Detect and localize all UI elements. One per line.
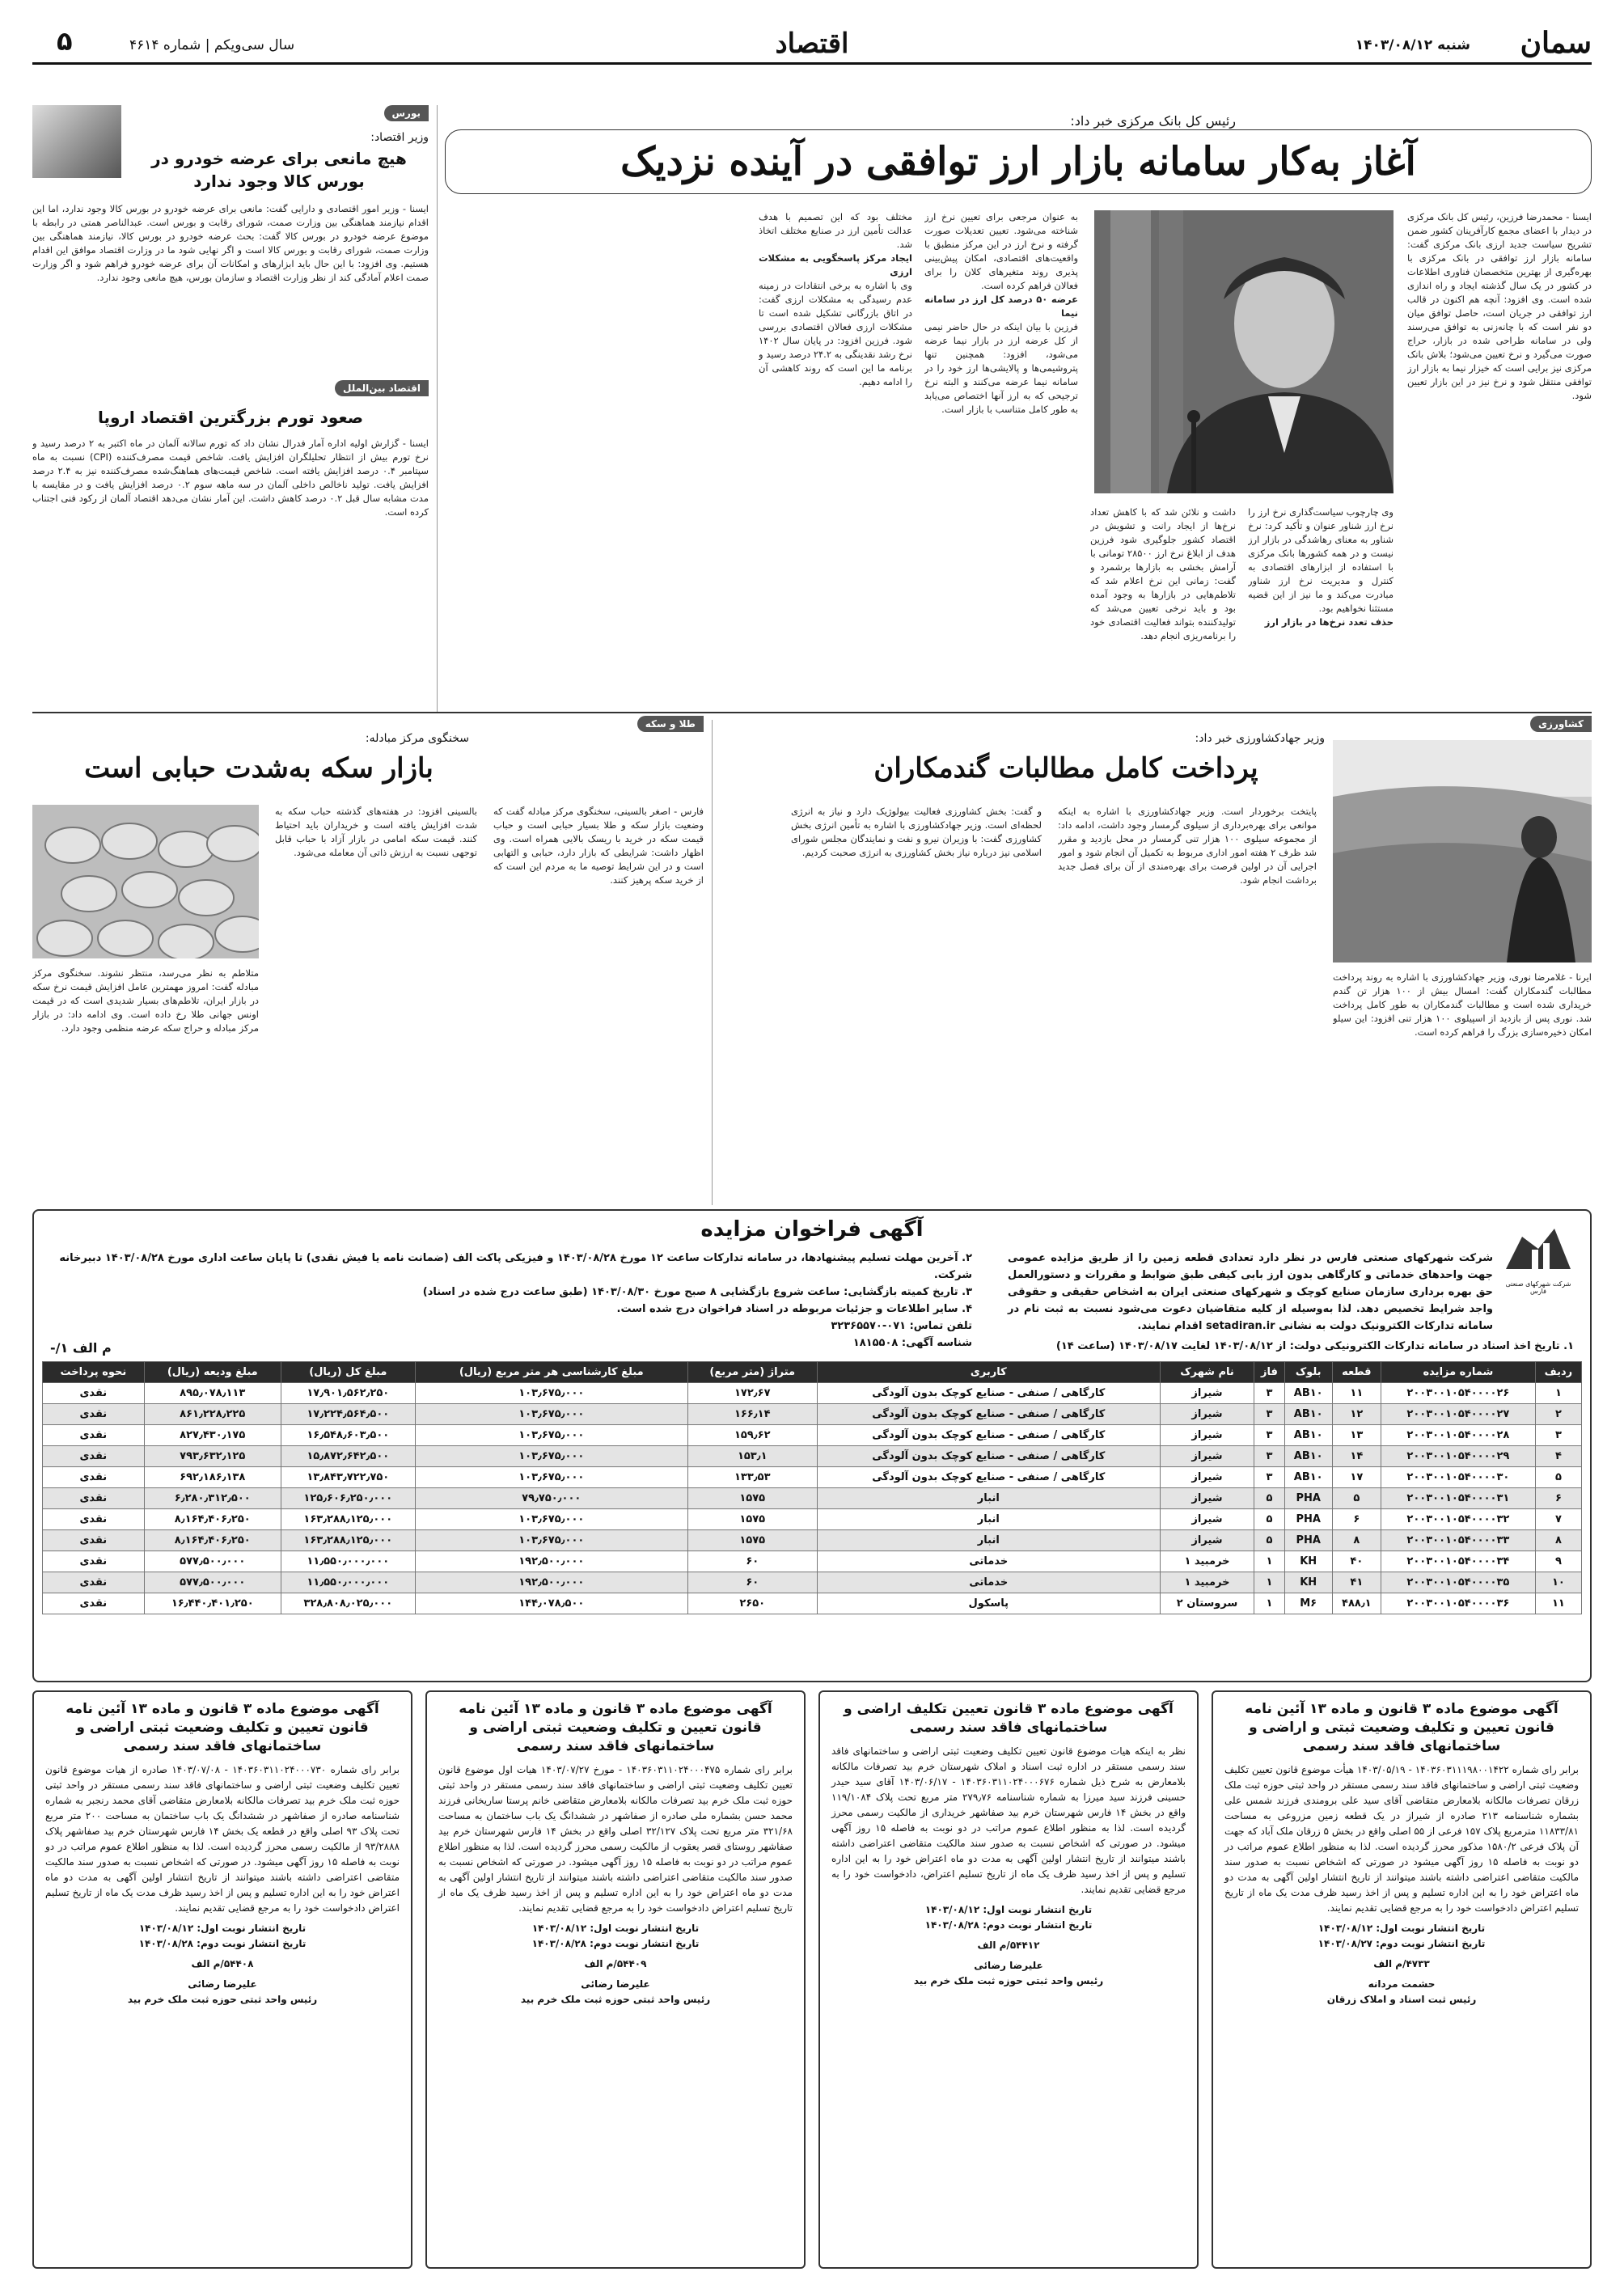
coins-photo xyxy=(32,805,259,958)
auction-cell: ۵ xyxy=(1332,1488,1381,1509)
page-number: ۵ xyxy=(57,26,73,57)
notice-body: برابر رای شماره ۱۴۰۳۶۰۳۱۱۰۲۴۰۰۰۴۷۵ - مورخ ۱۴۰۳/۰۷/۲۷ هیات اول موضوع قانون تعیین تکلیف وضعیت ثبتی اراضی و ساختمانهای فاقد سند رسمی مستقر در واحد ثبتی حوزه ثبت ملک خرم بید تصرفات مالکانه بلامعارض متقاضی خانم پرستا ساریخانی فرزند محمد حسن بشماره ملی صادره از صفاشهر در ششدانگ یک باب ساختمان به مساحت ۳۲۱/۶۸ متر مربع تحت پلاک ۳۲/۱۲۷ اصلی واقع در بخش ۱۴ فارس شهرستان خرم بید صفاشهر روستای قصر یعقوب از مالکیت رسمی محرز گردیده است. لذا به منظور اطلاع عموم مراتب در دو نوبت به فاصله ۱۵ روز آگهی میشود. در صورتی که اشخاص نسبت به صدور سند مالکیت متقاضی اعتراضی داشته باشند میتوانند از تاریخ انتشار اولین آگهی به مدت دو ماه اعتراض خود را به این اداره تسلیم و پس از اخذ رسید ظرف یک ماه از تاریخ تسلیم اعتراض دادخواست خود را به مرجع قضایی تقدیم نمایند. xyxy=(438,1764,793,1914)
legal-notice xyxy=(425,1690,806,2269)
auction-row xyxy=(43,1551,1582,1572)
auction-table-wrap xyxy=(42,1361,1582,1614)
auction-cell: ۲۰۰۳۰۰۱۰۵۴۰۰۰۰۳۲ xyxy=(1381,1509,1535,1530)
auction-row xyxy=(43,1593,1582,1614)
auction-cell: ۱۴ xyxy=(1332,1446,1381,1467)
agri-headline: پرداخت کامل مطالبات گندمکاران xyxy=(873,752,1258,785)
auction-cell: نقدی xyxy=(43,1383,145,1404)
auction-notes xyxy=(50,1250,972,1352)
auction-cell: ۶٫۲۸۰٫۳۱۲٫۵۰۰ xyxy=(144,1488,281,1509)
auction-cell: ۱۰۳٫۶۷۵٫۰۰۰ xyxy=(415,1404,687,1425)
auction-cell: خدماتی xyxy=(817,1551,1160,1572)
auction-cell: PHA xyxy=(1284,1509,1332,1530)
notice-signer: علیرضا رضائی رئیس واحد ثبتی حوزه ثبت ملک خرم بید xyxy=(127,1978,318,2005)
auction-cell: خرمبید ۱ xyxy=(1160,1551,1254,1572)
coin-body2: بالسینی افزود: در هفته‌های گذشته حباب سکه به شدت افزایش یافته است و خریداران باید احتیاط کنند. قیمت سکه امامی در بازار آزاد با حباب قابل توجهی نسبت به ارزش ذاتی آن معامله می‌شود. xyxy=(275,806,477,858)
bourse-headline: هیچ مانعی برای عرضه خودرو در بورس کالا وجود ندارد xyxy=(151,149,407,191)
auction-cell: نقدی xyxy=(43,1467,145,1488)
auction-cell: پاسکول xyxy=(817,1593,1160,1614)
auction-cell: ۱۲۵٫۶۰۶٫۲۵۰٫۰۰۰ xyxy=(281,1488,415,1509)
auction-cell: ۱۵۷۵ xyxy=(687,1488,817,1509)
notice-dates: تاریخ انتشار نوبت اول: ۱۴۰۳/۰۸/۱۲ تاریخ انتشار نوبت دوم: ۱۴۰۳/۰۸/۲۷ xyxy=(1317,1923,1486,1949)
auction-cell: انبار xyxy=(817,1530,1160,1551)
auction-cell: ۵۷۷٫۵۰۰٫۰۰۰ xyxy=(144,1572,281,1593)
lead-kicker: رئیس کل بانک مرکزی خبر داد: xyxy=(1070,113,1236,129)
auction-cell: ۱۶٫۵۴۸٫۶۰۳٫۵۰۰ xyxy=(281,1425,415,1446)
notice-code: ۵۴۴۱۲/م الف xyxy=(977,1940,1040,1951)
auction-row xyxy=(43,1509,1582,1530)
auction-intro: شرکت شهرکهای صنعتی فارس در نظر دارد تعدادی قطعه زمین را از طریق مزایده عمومی جهت واحدهای خدماتی و کارگاهی بدون ارز بابی کیفی طبق ضوابط و مقررات و دستورالعمل حق بهره برداری سازمان صنایع کوچک و شهرکهای صنعتی ایران به اشخاص حقیقی و حقوقی واجد شرایط تخصیص دهد. لذا به‌وسیله از کلیه متقاضیان دعوت می‌شود نسبت به ثبت نام در سامانه تدارکات الکترونیک دولت به نشانی setadiran.ir اقدام نمایند. xyxy=(1008,1252,1493,1332)
auction-cell: نقدی xyxy=(43,1425,145,1446)
auction-cell: ۱۳۳٫۵۳ xyxy=(687,1467,817,1488)
auction-cell: نقدی xyxy=(43,1593,145,1614)
auction-cell: ۸ xyxy=(1332,1530,1381,1551)
auction-cell: نقدی xyxy=(43,1530,145,1551)
auction-cell: ۱۶۶٫۱۴ xyxy=(687,1404,817,1425)
auction-cell: خرمبید ۱ xyxy=(1160,1572,1254,1593)
auction-col-header: ردیف xyxy=(1535,1362,1581,1383)
auction-cell: ۳ xyxy=(1254,1446,1284,1467)
auction-cell: ۱۰۳٫۶۷۵٫۰۰۰ xyxy=(415,1446,687,1467)
coin-body3: متلاطم به نظر می‌رسد، منتظر نشوند. سخنگوی مرکز مبادله گفت: امروز مهمترین عامل افزایش قیمت نرخ سکه در بازار ایران، تلاطم‌های بسیار شدیدی است که در قیمت اونس جهانی طلا رخ داده است. وی ادامه داد: در بازار مرکز مبادله و حراج سکه عرضه منظمی وجود دارد. xyxy=(32,967,259,1034)
auction-cell: ۳ xyxy=(1535,1425,1581,1446)
auction-cell: ۱۱ xyxy=(1332,1383,1381,1404)
auction-cell: ۱۰۳٫۶۷۵٫۰۰۰ xyxy=(415,1467,687,1488)
paper-logo: سمان xyxy=(1520,26,1592,60)
auction-cell: KH xyxy=(1284,1572,1332,1593)
auction-cell: ۱۵۳٫۱ xyxy=(687,1446,817,1467)
auction-cell: نقدی xyxy=(43,1572,145,1593)
legal-notices xyxy=(32,1690,1592,2277)
auction-cell: ۱ xyxy=(1535,1383,1581,1404)
auction-cell: ۲ xyxy=(1535,1404,1581,1425)
auction-sign: م الف ۱/- xyxy=(50,1340,112,1356)
auction-col-header: شماره مزایده xyxy=(1381,1362,1535,1383)
auction-cell: ۱۰۳٫۶۷۵٫۰۰۰ xyxy=(415,1383,687,1404)
auction-cell: کارگاهی / صنفی - صنایع کوچک بدون آلودگی xyxy=(817,1467,1160,1488)
auction-col-header: مبلغ ودیعه (ریال) xyxy=(144,1362,281,1383)
legal-notice xyxy=(32,1690,412,2269)
auction-cell: ۲۰۰۳۰۰۱۰۵۴۰۰۰۰۳۵ xyxy=(1381,1572,1535,1593)
auction-cell: ۳ xyxy=(1254,1404,1284,1425)
auction-cell: ۱۷٫۲۲۴٫۵۶۴٫۵۰۰ xyxy=(281,1404,415,1425)
coin-section xyxy=(32,716,704,1205)
auction-cell: ۲۰۰۳۰۰۱۰۵۴۰۰۰۰۳۳ xyxy=(1381,1530,1535,1551)
auction-cell: ۲۶۵۰ xyxy=(687,1593,817,1614)
auction-cell: ۸۶۱٫۲۲۸٫۲۲۵ xyxy=(144,1404,281,1425)
auction-cell: شیراز xyxy=(1160,1446,1254,1467)
agri-section xyxy=(720,716,1592,1205)
coin-body1: فارس - اصغر بالسینی، سخنگوی مرکز مبادله گفت که وضعیت بازار سکه و طلا بسیار حبابی است و حباب قیمت سکه در خرید با ریسک بالایی همراه است. وی اظهار داشت: شرایطی که بازار دارد، حبابی و التهابی است و در این شرایط توصیه ما به مردم این است که از خرید سکه پرهیز کنند. xyxy=(493,806,704,886)
auction-cell: ۱۷۲٫۶۷ xyxy=(687,1383,817,1404)
auction-cell: ۵ xyxy=(1254,1509,1284,1530)
auction-cell: ۱۹۲٫۵۰۰٫۰۰۰ xyxy=(415,1551,687,1572)
auction-table xyxy=(42,1361,1582,1614)
auction-cell: ۸٫۱۶۴٫۴۰۶٫۲۵۰ xyxy=(144,1509,281,1530)
notice-title: آگهی موضوع ماده ۳ قانون و ماده ۱۳ آئین نامه قانون تعیین و تکلیف وضعیت ثبتی اراضی و ساختمانهای فاقد سند رسمی xyxy=(66,1701,379,1754)
notice-code: ۵۴۴۰۹/م الف xyxy=(584,1958,647,1969)
auction-cell: ۳ xyxy=(1254,1425,1284,1446)
auction-cell: ۱۲ xyxy=(1332,1404,1381,1425)
notice-body: برابر رای شماره ۱۴۰۳۶۰۳۱۱۱۹۸۰۰۱۴۲۲ - ۱۴۰۳/۰۵/۱۹ هیأت موضوع قانون تعیین تکلیف وضعیت ثبتی اراضی و ساختمانهای فاقد سند رسمی مستقر در واحد ثبتی حوزه ثبت ملک زرقان تصرفات مالکانه بلامعارض متقاضی آقای سید علی برومندی فرزند شمس علی بشماره شناسنامه ۲۱۳ صادره از شیراز در یک قطعه زمین مزروعی به مساحت ۱۱۸۳۳/۸۱ مترمربع پلاک ۱۵۷ فرعی از ۵۵ اصلی واقع در بخش ۵ زرقان ملک آباد که جهت آن پلاک فرعی ۱۵۸۰/۲ مذکور محرز گردیده است. لذا به منظور اطلاع عموم مراتب در دو نوبت به فاصله ۱۵ روز آگهی میشود در صورتی که اشخاص نسبت به صدور سند مالکیت متقاضی اعتراضی داشته باشند میتوانند از تاریخ انتشار اولین آگهی به مدت دو ماه اعتراض خود را به این اداره تسلیم و پس از اخذ رسید ظرف مدت یک ماه از تاریخ تسلیم اعتراض دادخواست خود را به مرجع قضایی تقدیم نمایند. xyxy=(1224,1764,1580,1914)
auction-col-header: مبلغ کل (ریال) xyxy=(281,1362,415,1383)
auction-cell: ۷ xyxy=(1535,1509,1581,1530)
coin-headline: بازار سکه به‌شدت حبابی است xyxy=(84,752,433,785)
auction-cell: ۱۳٫۸۴۳٫۷۲۲٫۷۵۰ xyxy=(281,1467,415,1488)
auction-cell: ۳۲۸٫۸۰۸٫۰۲۵٫۰۰۰ xyxy=(281,1593,415,1614)
auction-cell: ۴ xyxy=(1535,1446,1581,1467)
auction-cell: ۱۱ xyxy=(1535,1593,1581,1614)
auction-row xyxy=(43,1446,1582,1467)
lead-subhead-2: عرضه ۵۰ درصد کل ارز در سامانه نیما xyxy=(924,294,1078,319)
auction-cell: نقدی xyxy=(43,1446,145,1467)
auction-cell: شیراز xyxy=(1160,1383,1254,1404)
lead-col5: مختلف بود که این تصمیم با هدف عدالت تأمین ارز در صنایع مختلف اتخاذ شد. ایجاد مرکز پاسخگویی به مشکلات ارزی وی با اشاره به برخی انتقادات در زمینه عدم رسیدگی به مشکلات ارزی گفت: در اتاق بازرگانی تشکیل شده است تا مشکلات ارزی فعالان اقتصادی بررسی شود. فرزین افزود: در پایان سال ۱۴۰۲ نرخ رشد نقدینگی به ۲۴.۲ درصد رسید و برنامه ما این است که روند کاهشی آن را ادامه دهیم. xyxy=(759,211,912,387)
auction-note-2: ۲. آخرین مهلت تسلیم پیشنهادها، در سامانه تدارکات ساعت ۱۲ مورخ ۱۴۰۳/۰۸/۲۸ و فیزیکی پاکت الف (ضمانت نامه یا فیش نقدی) تا پایان ساعت اداری مورخ ۱۴۰۳/۰۸/۲۸ دبیرخانه شرکت. xyxy=(59,1252,972,1281)
lead-col3: داشت و نلائن شد که با کاهش تعداد نرخ‌ها از ایجاد رانت و تشویش در اقتصاد کشور جلوگیری شود فرزین هدف از ابلاغ نرخ ارز ۲۸۵۰۰ تومانی با آرامش بخشی به بازارها برشمرد و گفت: زمانی این نرخ اعلام شد که تلاطم‌هایی در بازارها به وجود آمده بود و باید نرخی تعیین می‌شد که تولیدکننده بتواند فعالیت اقتصادی خود را برنامه‌ریزی انجام دهد. xyxy=(1090,506,1236,641)
auction-cell: ۲۰۰۳۰۰۱۰۵۴۰۰۰۰۲۸ xyxy=(1381,1425,1535,1446)
auction-cell: ۱۰۳٫۶۷۵٫۰۰۰ xyxy=(415,1530,687,1551)
auction-cell: ۱۱٫۵۵۰٫۰۰۰٫۰۰۰ xyxy=(281,1572,415,1593)
auction-cell: شیراز xyxy=(1160,1509,1254,1530)
auction-row xyxy=(43,1383,1582,1404)
bourse-tag: بورس xyxy=(384,105,429,121)
notice-body: نظر به اینکه هیات موضوع قانون تعیین تکلیف وضعیت ثبتی اراضی و ساختمانهای فاقد سند رسمی مستقر در اداره ثبت اسناد و املاک شهرستان خرم بید تصرفات مالکانه بلامعارض به شرح ذیل شماره ۱۴۰۳۶۰۳۱۱۰۲۴۰۰۰۶۷۶ - ۱۴۰۳/۰۶/۱۷ آقای سید حیدر حسینی فرزند سید میرزا به شماره شناسنامه ۲۷۹٫۷۶ متر مربع تحت پلاک ۱۱۹/۱۰۸۴ واقع در بخش ۱۴ فارس شهرستان خرم بید صفاشهر خریداری از مالکیت رسمی محرز گردیده است. لذا به منظور اطلاع عموم مراتب در دو نوبت به فاصله ۱۵ روز آگهی میشود. در صورتی که اشخاص نسبت به صدور سند مالکیت متقاضی اعتراضی داشته باشند میتوانند از تاریخ انتشار اولین آگهی به مدت دو ماه اعتراض خود را به این اداره تسلیم و پس از اخذ رسید ظرف یک ماه از تاریخ تسلیم اعتراض، دادخواست خود را به مرجع قضایی تقدیم نمایند. xyxy=(831,1745,1186,1895)
auction-cell: ۸٫۱۶۴٫۴۰۶٫۲۵۰ xyxy=(144,1530,281,1551)
auction-cell: نقدی xyxy=(43,1488,145,1509)
auction-cell: AB۱۰ xyxy=(1284,1383,1332,1404)
agri-body2: پایتخت برخوردار است. وزیر جهادکشاورزی با اشاره به اینکه موانعی برای بهره‌برداری از سیلوی گرمسار وجود داشت، ادامه داد: از مجموعه سیلوی ۱۰۰ هزار تنی گرمسار در محل بازدید و مقرر شد ظرف ۲ هفته امور اداری مربوط به تکمیل آن انجام شود و امور اجرایی آن در اولین فرصت برای بهره‌مندی از آن برای فصل جدید برداشت انجام شود. xyxy=(1058,806,1317,886)
auction-cell: KH xyxy=(1284,1551,1332,1572)
auction-cell: ۲۰۰۳۰۰۱۰۵۴۰۰۰۰۳۰ xyxy=(1381,1467,1535,1488)
auction-cell: انبار xyxy=(817,1509,1160,1530)
notice-signer: حشمت مردانه رئیس ثبت اسناد و املاک زرقان xyxy=(1326,1978,1477,2005)
notice-dates: تاریخ انتشار نوبت اول: ۱۴۰۳/۰۸/۱۲ تاریخ انتشار نوبت دوم: ۱۴۰۳/۰۸/۲۸ xyxy=(924,1904,1093,1931)
auction-cell: سروستان ۲ xyxy=(1160,1593,1254,1614)
auction-cell: ۴۸۸٫۱ xyxy=(1332,1593,1381,1614)
auction-note-4: ۴. سایر اطلاعات و جزئیات مربوطه در اسناد فراخوان درج شده است. xyxy=(616,1303,972,1315)
auction-logo-text: شرکت شهرکهای صنعتی فارس xyxy=(1505,1280,1571,1295)
auction-cell: شیراز xyxy=(1160,1404,1254,1425)
auction-cell: ۲۰۰۳۰۰۱۰۵۴۰۰۰۰۲۶ xyxy=(1381,1383,1535,1404)
auction-cell: ۱۵۹٫۶۲ xyxy=(687,1425,817,1446)
auction-cell: ۱ xyxy=(1254,1551,1284,1572)
auction-cell: نقدی xyxy=(43,1509,145,1530)
agri-tag: کشاورزی xyxy=(1530,716,1592,732)
auction-ad xyxy=(32,1209,1592,1682)
auction-cell: ۲۰۰۳۰۰۱۰۵۴۰۰۰۰۲۷ xyxy=(1381,1404,1535,1425)
auction-cell: PHA xyxy=(1284,1488,1332,1509)
lead-headline-box xyxy=(445,129,1592,194)
notice-body: برابر رای شماره ۱۴۰۳۶۰۳۱۱۰۲۴۰۰۰۷۳۰ - ۱۴۰۳/۰۷/۰۸ صادره از هیات موضوع قانون تعیین تکلیف وضعیت ثبتی اراضی و ساختمانهای فاقد سند رسمی مستقر در واحد ثبتی حوزه ثبت ملک خرم بید تصرفات مالکانه بلامعارض متقاضی آقای محمد رنجبر به شماره شناسنامه صادره از صفاشهر در ششدانگ یک باب ساختمان به مساحت ۲۰۰ متر مربع تحت پلاک ۹۳ اصلی واقع در قطعه یک بخش ۱۴ فارس شهرستان خرم بید صفاشهر پلاک ۹۳/۲۸۸۸ از مالکیت رسمی محرز گردیده است. لذا به منظور اطلاع عموم مراتب در دو نوبت به فاصله ۱۵ روز آگهی میشود. در صورتی که اشخاص نسبت به صدور سند مالکیت متقاضی اعتراضی داشته باشند میتوانند از تاریخ انتشار اولین آگهی به مدت دو ماه اعتراض خود را به این اداره تسلیم و پس از اخذ رسید ظرف مدت یک ماه از تاریخ تسلیم اعتراض دادخواست خود را به مرجع قضایی تقدیم نمایند. xyxy=(45,1764,400,1914)
auction-cell: ۲۰۰۳۰۰۱۰۵۴۰۰۰۰۳۶ xyxy=(1381,1593,1535,1614)
auction-col-header: قطعه xyxy=(1332,1362,1381,1383)
legal-notice xyxy=(818,1690,1199,2269)
auction-row xyxy=(43,1404,1582,1425)
auction-col-header: کاربری xyxy=(817,1362,1160,1383)
auction-cell: ۵ xyxy=(1535,1467,1581,1488)
auction-cell: نقدی xyxy=(43,1404,145,1425)
auction-cell: ۱۹۲٫۵۰۰٫۰۰۰ xyxy=(415,1572,687,1593)
notice-code: ۵۴۴۰۸/م الف xyxy=(191,1958,254,1969)
auction-cell: کارگاهی / صنفی - صنایع کوچک بدون آلودگی xyxy=(817,1425,1160,1446)
notice-title: آگهی موضوع ماده ۳ قانون و ماده ۱۳ آئین نامه قانون تعیین و تکلیف وضعیت ثبتی اراضی و ساختمانهای فاقد سند رسمی xyxy=(459,1701,772,1754)
auction-cell: کارگاهی / صنفی - صنایع کوچک بدون آلودگی xyxy=(817,1446,1160,1467)
auction-row xyxy=(43,1572,1582,1593)
agri-body1: ایرنا - غلامرضا نوری، وزیر جهادکشاورزی با اشاره به روند پرداخت مطالبات گندمکاران گفت: امسال بیش از ۱۰۰ هزار تن گندم خریداری شده است و مطالبات گندمکاران به طور کامل پرداخت شد. نوری پس از بازدید از اسپیلوی ۱۰۰ هزار تنی افزود: این سیلو امکان ذخیره‌سازی بزرگ را فراهم کرده است. xyxy=(1333,971,1592,1038)
auction-cell: ۶۹۲٫۱۸۶٫۱۳۸ xyxy=(144,1467,281,1488)
auction-cell: ۲۰۰۳۰۰۱۰۵۴۰۰۰۰۲۹ xyxy=(1381,1446,1535,1467)
issue-number: سال سی‌ویکم | شماره ۴۶۱۴ xyxy=(129,37,295,53)
lead-col4: به عنوان مرجعی برای تعیین نرخ ارز شناخته می‌شود. تعیین تعدیلات صورت گرفته و نرخ ارز در این مرکز منطبق با واقعیت‌های اقتصادی، امکان پیش‌بینی پذیری روند متغیرهای کلان را برای فعالان فراهم کرده است. عرضه ۵۰ درصد کل ارز در سامانه نیما فرزین با بیان اینکه در حال حاضر نیمی از کل عرضه ارز در بازار نیما عرضه می‌شود، افزود: همچنین تنها پتروشیمی‌ها و پالایشی‌ها ارز خود را در سامانه نیما عرضه می‌کنند و البته نرخ ترجیحی که به ارز آنها اختصاص می‌یابد به طور کامل متناسب با بازار است. xyxy=(924,211,1078,415)
auction-cell: کارگاهی / صنفی - صنایع کوچک بدون آلودگی xyxy=(817,1404,1160,1425)
auction-col-header: فاز xyxy=(1254,1362,1284,1383)
bourse-photo xyxy=(32,105,121,178)
auction-cell: ۴۰ xyxy=(1332,1551,1381,1572)
agri-kicker: وزیر جهادکشاورزی خبر داد: xyxy=(1195,732,1325,745)
coin-tag: طلا و سکه xyxy=(637,716,704,732)
auction-row xyxy=(43,1530,1582,1551)
auction-cell: ۶۰ xyxy=(687,1551,817,1572)
auction-cell: ۶ xyxy=(1332,1509,1381,1530)
notice-title: آگهی موضوع ماده ۳ قانون و ماده ۱۳ آئین نامه قانون تعیین و تکلیف وضعیت ثبتی و اراضی و ساختمانهای فاقد سند رسمی xyxy=(1245,1701,1558,1754)
auction-cell: ۲۰۰۳۰۰۱۰۵۴۰۰۰۰۳۱ xyxy=(1381,1488,1535,1509)
auction-cell: شیراز xyxy=(1160,1425,1254,1446)
auction-col-header: بلوک xyxy=(1284,1362,1332,1383)
auction-cell: ۷۹٫۷۵۰٫۰۰۰ xyxy=(415,1488,687,1509)
auction-cell: انبار xyxy=(817,1488,1160,1509)
auction-cell: ۶ xyxy=(1535,1488,1581,1509)
lead-subhead-1: حذف تعدد نرخ‌ها در بازار ارز xyxy=(1264,616,1394,628)
auction-col-header: متراژ (متر مربع) xyxy=(687,1362,817,1383)
bourse-kicker: وزیر اقتصاد: xyxy=(370,131,429,144)
auction-note-1: ۱. تاریخ اخذ اسناد در سامانه تدارکات الکترونیکی دولت: از ۱۴۰۳/۰۸/۱۲ لغایت ۱۴۰۳/۰۸/۱۷ (ساعت ۱۴) xyxy=(1055,1340,1574,1352)
wheat-photo xyxy=(1333,740,1592,962)
portrait-photo xyxy=(1094,210,1394,493)
bourse-section xyxy=(32,105,429,396)
auction-cell: ۱۶٫۴۴۰٫۴۰۱٫۲۵۰ xyxy=(144,1593,281,1614)
auction-cell: ۳ xyxy=(1254,1383,1284,1404)
notice-dates: تاریخ انتشار نوبت اول: ۱۴۰۳/۰۸/۱۲ تاریخ انتشار نوبت دوم: ۱۴۰۳/۰۸/۲۸ xyxy=(531,1923,700,1949)
auction-cell: ۸۹۵٫۰۷۸٫۱۱۳ xyxy=(144,1383,281,1404)
auction-cell: ۱۵۷۵ xyxy=(687,1509,817,1530)
intl-body: ایسنا - گزارش اولیه اداره آمار فدرال نشان داد که تورم سالانه آلمان در ماه اکتبر به ۲ درصد رسید و نرخ تورم بیش از انتظار تحلیلگران افزایش یافت. شاخص قیمت مصرف‌کننده (CPI) نسبت به ماه سپتامبر ۰.۴ درصد افزایش یافته است. شاخص قیمت‌های هماهنگ‌شده مصرف‌کننده نیز به ۲.۴ درصد افزایش یافت. تولید ناخالص داخلی آلمان در سه ماهه سوم ۰.۲ درصد افزایش یافت و در مقایسه با مدت مشابه سال قبل ۰.۲ درصد کاهش داشت. این آمار نشان می‌دهد اقتصاد آلمان از رکود فنی اجتناب کرده است. xyxy=(32,438,429,518)
auction-row xyxy=(43,1425,1582,1446)
lead-headline: آغاز به‌کار سامانه بازار ارز توافقی در آینده نزدیک xyxy=(620,139,1416,184)
lead-col1: ایسنا - محمدرضا فرزین، رئیس کل بانک مرکزی در دیدار با اعضای مجمع کارآفرینان کشور ضمن تشریح سیاست جدید ارزی بانک مرکزی گفت: سامانه بازار ارز توافقی در بانک مرکزی با بهره‌گیری از بهترین متخصصان فناوری اطلاعات در کشور در یک سال گذشته ایجاد و راه اندازی شده است. وی افزود: آنچه هم اکنون در قالب ارز توافقی در جریان است، حاصل توافق میان دو نفر است که با چانه‌زنی به توافق می‌رسند ولی در سامانه طراحی شده در بازار، حراج صورت می‌گیرد و نرخ تعیین می‌شود؛ بلاش بانک مرکزی نیز برایی است که خیزار نیما به بازار ارز توافقی منتقل شود و نرخ نیز در این بازار تعیین شود. xyxy=(1407,211,1592,401)
intl-tag: اقتصاد بین‌الملل xyxy=(335,380,429,396)
auction-cell: ۹ xyxy=(1535,1551,1581,1572)
auction-cell: M۶ xyxy=(1284,1593,1332,1614)
auction-cell: ۱۵۷۵ xyxy=(687,1530,817,1551)
intl-section xyxy=(32,380,429,712)
auction-cell: ۱۰ xyxy=(1535,1572,1581,1593)
auction-cell: AB۱۰ xyxy=(1284,1467,1332,1488)
auction-cell: ۱ xyxy=(1254,1572,1284,1593)
notice-dates: تاریخ انتشار نوبت اول: ۱۴۰۳/۰۸/۱۲ تاریخ انتشار نوبت دوم: ۱۴۰۳/۰۸/۲۸ xyxy=(138,1923,307,1949)
auction-col-header: مبلغ کارشناسی هر متر مربع (ریال) xyxy=(415,1362,687,1383)
auction-cell: PHA xyxy=(1284,1530,1332,1551)
auction-logo xyxy=(1498,1221,1579,1295)
auction-cell: ۵۷۷٫۵۰۰٫۰۰۰ xyxy=(144,1551,281,1572)
masthead xyxy=(32,24,1592,65)
auction-cell: کارگاهی / صنفی - صنایع کوچک بدون آلودگی xyxy=(817,1383,1160,1404)
lead-subhead-3: ایجاد مرکز پاسخگویی به مشکلات ارزی xyxy=(759,252,912,277)
auction-title: آگهی فراخوان مزایده xyxy=(700,1217,924,1242)
coins-illustration xyxy=(32,805,259,958)
legal-notice xyxy=(1212,1690,1592,2269)
notice-signer: علیرضا رضائی رئیس واحد ثبتی حوزه ثبت ملک خرم بید xyxy=(520,1978,711,2005)
portrait-illustration xyxy=(1094,210,1394,493)
industrial-estate-logo-icon xyxy=(1498,1221,1579,1277)
auction-cell: ۲۰۰۳۰۰۱۰۵۴۰۰۰۰۳۴ xyxy=(1381,1551,1535,1572)
intl-headline: صعود تورم بزرگترین اقتصاد اروپا xyxy=(97,408,364,427)
auction-cell: ۷۹۳٫۶۳۲٫۱۲۵ xyxy=(144,1446,281,1467)
coin-kicker: سخنگوی مرکز مبادله: xyxy=(365,732,469,745)
auction-cell: شیراز xyxy=(1160,1488,1254,1509)
auction-cell: ۱۶۳٫۲۸۸٫۱۲۵٫۰۰۰ xyxy=(281,1530,415,1551)
auction-code: شناسه آگهی: ۱۸۱۵۵۰۸ xyxy=(852,1337,972,1349)
auction-cell: ۶۰ xyxy=(687,1572,817,1593)
auction-note-3: ۳. تاریخ کمیته بازگشایی: ساعت شروع بازگشایی ۸ صبح مورخ ۱۴۰۳/۰۸/۳۰ (طبق ساعت درج شده در اسناد) xyxy=(422,1286,972,1298)
auction-cell: خدماتی xyxy=(817,1572,1160,1593)
auction-cell: شیراز xyxy=(1160,1530,1254,1551)
auction-cell: ۱۳ xyxy=(1332,1425,1381,1446)
lead-col2: وی چارچوب سیاست‌گذاری نرخ ارز را نرخ ارز شناور عنوان و تأکید کرد: نرخ شناور به معنای رها‌شدگی در بازار ارز نیست و در همه کشورها بانک مرکزی با استفاده از ابزارهای اقتصادی به کنترل و مدیریت نرخ ارز شناور مبادرت می‌کند و ما نیز از این قضیه مستثنا نخواهیم بود. حذف تعدد نرخ‌ها در بازار ارز xyxy=(1248,506,1394,628)
auction-cell: AB۱۰ xyxy=(1284,1425,1332,1446)
agri-body3: و گفت: بخش کشاورزی فعالیت بیولوژیک دارد و نیاز به انرژی لحظه‌ای است. وزیر جهادکشاورزی با اشاره به تأمین انرژی بخش کشاورزی گفت: با وزیران نیرو و نفت و نمایندگان مجلس شورای اسلامی نیز درباره نیاز بخش کشاورزی به انرژی صحبت کردیم. xyxy=(791,806,1042,858)
wheat-field-illustration xyxy=(1333,740,1592,962)
auction-cell: ۱۰۳٫۶۷۵٫۰۰۰ xyxy=(415,1425,687,1446)
auction-cell: ۱۰۳٫۶۷۵٫۰۰۰ xyxy=(415,1509,687,1530)
bourse-body: ایسنا - وزیر امور اقتصادی و دارایی گفت: مانعی برای عرضه خودرو در بورس کالا وجود ندارد، اما این اقدام نیازمند هماهنگی بین وزارت صمت، شورای رقابت و بورس است. عبدالناصر همتی در رابطه با موضوع عرضه خودرو در بورس کالا گفت: بحث عرضه خودرو در بورس کالا، نیازمند هماهنگی بین وزارت صمت، شورای رقابت و بورس کالا است و اگر نهایی شود ما در وزارت اقتصاد موافق این اقدام هستیم. وی افزود: با این حال باید ابزارهای و امکانات آن برای عرضه خودرو فراهم شود و اگر وزارت صمت اعلام آمادگی کند از نظر وزارت اقتصاد و سازمان بورس، هیچ مانعی وجود ندارد. xyxy=(32,203,429,283)
auction-phone: تلفن تماس: ۰۷۱-۳۲۳۶۵۵۷۰ xyxy=(831,1320,972,1332)
auction-row xyxy=(43,1467,1582,1488)
lead-story xyxy=(445,105,1592,712)
notice-signer: علیرضا رضائی رئیس واحد ثبتی حوزه ثبت ملک خرم بید xyxy=(913,1960,1104,1986)
notice-title: آگهی موضوع ماده ۳ قانون تعیین تکلیف اراضی و ساختمانهای فاقد سند رسمی xyxy=(844,1701,1174,1736)
auction-row xyxy=(43,1488,1582,1509)
auction-col-header: نام شهرک xyxy=(1160,1362,1254,1383)
issue-date: شنبه ۱۴۰۳/۰۸/۱۲ xyxy=(1355,37,1470,53)
auction-cell: ۸ xyxy=(1535,1530,1581,1551)
notice-code: ۴۷۳۳/م الف xyxy=(1373,1958,1430,1969)
auction-cell: ۱۱٫۵۵۰٫۰۰۰٫۰۰۰ xyxy=(281,1551,415,1572)
auction-cell: ۱۵٫۸۷۲٫۶۴۲٫۵۰۰ xyxy=(281,1446,415,1467)
auction-col-header: نحوه پرداخت xyxy=(43,1362,145,1383)
auction-cell: ۵ xyxy=(1254,1530,1284,1551)
auction-cell: ۵ xyxy=(1254,1488,1284,1509)
auction-cell: ۱۷٫۹۰۱٫۵۶۲٫۲۵۰ xyxy=(281,1383,415,1404)
auction-cell: ۱۷ xyxy=(1332,1467,1381,1488)
auction-cell: AB۱۰ xyxy=(1284,1404,1332,1425)
auction-cell: ۱ xyxy=(1254,1593,1284,1614)
auction-cell: شیراز xyxy=(1160,1467,1254,1488)
auction-cell: ۴۱ xyxy=(1332,1572,1381,1593)
auction-cell: ۸۲۷٫۴۳۰٫۱۷۵ xyxy=(144,1425,281,1446)
section-title: اقتصاد xyxy=(775,27,849,60)
auction-cell: AB۱۰ xyxy=(1284,1446,1332,1467)
auction-cell: نقدی xyxy=(43,1551,145,1572)
auction-cell: ۳ xyxy=(1254,1467,1284,1488)
auction-cell: ۱۴۴٫۰۷۸٫۵۰۰ xyxy=(415,1593,687,1614)
auction-cell: ۱۶۳٫۲۸۸٫۱۲۵٫۰۰۰ xyxy=(281,1509,415,1530)
